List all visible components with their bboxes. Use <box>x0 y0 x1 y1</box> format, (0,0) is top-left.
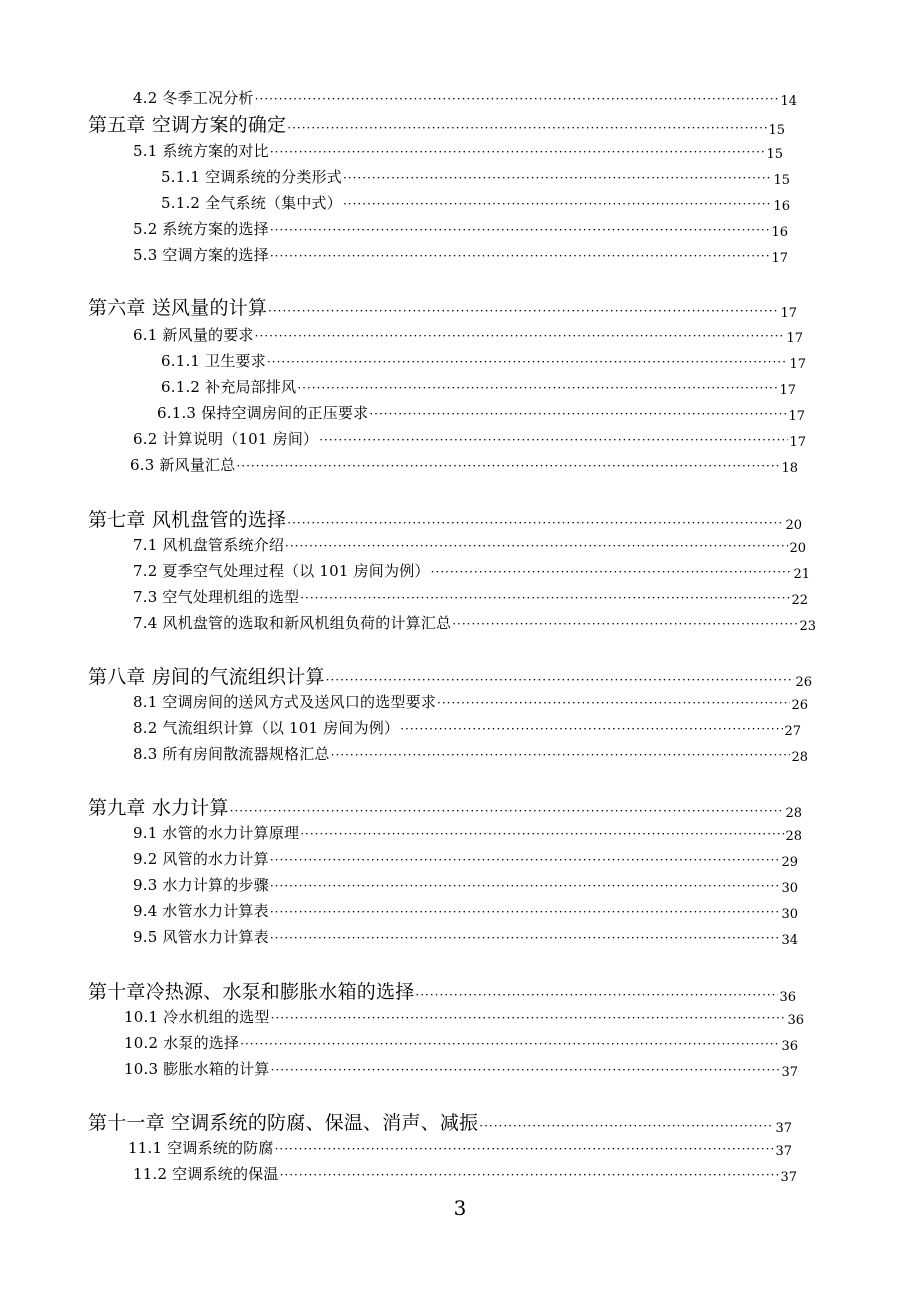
toc-entry-page: 22 <box>791 593 808 608</box>
toc-section-entry <box>133 86 797 108</box>
toc-entry-page: 20 <box>785 518 802 533</box>
toc-entry-title: 6.2 计算说明（101 房间） <box>133 430 319 448</box>
toc-leader-dots <box>285 540 788 552</box>
toc-section-entry <box>133 847 798 869</box>
toc-section-entry <box>161 375 796 397</box>
toc-section-entry <box>157 401 805 423</box>
toc-leader-dots <box>270 146 766 158</box>
toc-entry-title: 9.4 水管水力计算表 <box>133 902 269 920</box>
toc-leader-dots <box>240 1038 780 1050</box>
toc-section-entry <box>133 559 810 581</box>
toc-entry-page: 27 <box>784 724 801 739</box>
toc-entry-page: 37 <box>780 1170 797 1185</box>
toc-entry-title: 第八章 房间的气流组织计算 <box>88 666 325 688</box>
toc-entry-page: 15 <box>773 173 790 188</box>
toc-entry-page: 37 <box>781 1065 798 1080</box>
toc-leader-dots <box>270 854 781 866</box>
toc-leader-dots <box>300 828 784 840</box>
toc-leader-dots <box>270 224 771 236</box>
toc-leader-dots <box>236 460 780 472</box>
toc-section-entry <box>133 217 788 239</box>
toc-section-entry <box>133 533 806 555</box>
toc-leader-dots <box>431 566 793 578</box>
toc-entry-page: 34 <box>781 933 798 948</box>
toc-leader-dots <box>230 805 785 817</box>
toc-entry-title: 5.1.1 空调系统的分类形式 <box>161 168 342 186</box>
toc-entry-title: 9.5 风管水力计算表 <box>133 928 269 946</box>
toc-section-entry <box>133 873 798 895</box>
toc-entry-title: 5.2 系统方案的选择 <box>133 220 269 238</box>
toc-chapter-entry <box>88 294 797 320</box>
toc-entry-title: 6.1.2 补充局部排风 <box>161 378 297 396</box>
toc-leader-dots <box>331 749 791 761</box>
toc-entry-title: 10.2 水泵的选择 <box>124 1034 240 1052</box>
toc-leader-dots <box>343 198 773 210</box>
toc-leader-dots <box>452 618 798 630</box>
toc-entry-title: 9.1 水管的水力计算原理 <box>133 824 300 842</box>
toc-leader-dots <box>255 330 786 342</box>
toc-entry-title: 7.4 风机盘管的选取和新风机组负荷的计算汇总 <box>133 614 452 632</box>
toc-section-entry <box>133 585 808 607</box>
toc-entry-title: 8.1 空调房间的送风方式及送风口的选型要求 <box>133 693 437 711</box>
toc-entry-page: 15 <box>768 123 785 138</box>
toc-section-entry <box>133 611 816 633</box>
toc-entry-page: 16 <box>773 199 790 214</box>
toc-entry-title: 10.3 膨胀水箱的计算 <box>124 1060 270 1078</box>
toc-leader-dots <box>300 592 790 604</box>
toc-leader-dots <box>343 172 773 184</box>
toc-chapter-entry <box>88 1109 792 1135</box>
toc-section-entry <box>133 1162 797 1184</box>
toc-leader-dots <box>271 1064 781 1076</box>
toc-entry-title: 6.3 新风量汇总 <box>130 456 236 474</box>
toc-leader-dots <box>270 906 781 918</box>
toc-entry-title: 9.2 风管的水力计算 <box>133 850 269 868</box>
toc-leader-dots <box>270 880 781 892</box>
toc-entry-title: 7.3 空气处理机组的选型 <box>133 588 300 606</box>
toc-entry-title: 第九章 水力计算 <box>88 797 229 819</box>
toc-entry-title: 7.2 夏季空气处理过程（以 101 房间为例） <box>133 562 430 580</box>
toc-entry-title: 第六章 送风量的计算 <box>88 297 268 319</box>
toc-entry-page: 15 <box>766 147 783 162</box>
toc-leader-dots <box>287 122 767 134</box>
toc-entry-page: 26 <box>795 675 812 690</box>
toc-entry-title: 6.1 新风量的要求 <box>133 326 254 344</box>
toc-leader-dots <box>267 356 789 368</box>
toc-entry-page: 28 <box>785 829 802 844</box>
toc-entry-title: 9.3 水力计算的步骤 <box>133 876 269 894</box>
toc-entry-title: 11.1 空调系统的防腐 <box>128 1139 274 1157</box>
toc-chapter-entry <box>88 111 785 137</box>
toc-leader-dots <box>287 517 784 529</box>
toc-leader-dots <box>255 93 780 105</box>
toc-entry-page: 23 <box>799 619 816 634</box>
toc-entry-title: 5.1 系统方案的对比 <box>133 142 269 160</box>
toc-leader-dots <box>270 932 781 944</box>
toc-entry-page: 14 <box>780 94 797 109</box>
toc-section-entry <box>124 1057 798 1079</box>
toc-leader-dots <box>479 1120 774 1132</box>
toc-chapter-entry <box>88 978 796 1004</box>
toc-entry-page: 28 <box>785 806 802 821</box>
toc-entry-page: 21 <box>793 567 810 582</box>
toc-entry-page: 37 <box>775 1144 792 1159</box>
toc-entry-page: 30 <box>781 907 798 922</box>
toc-section-entry <box>161 191 790 213</box>
toc-entry-page: 18 <box>781 461 798 476</box>
toc-section-entry <box>133 821 802 843</box>
toc-section-entry <box>161 165 790 187</box>
toc-entry-page: 28 <box>791 750 808 765</box>
toc-section-entry <box>133 690 808 712</box>
toc-leader-dots <box>319 434 788 446</box>
toc-entry-title: 第十章冷热源、水泵和膨胀水箱的选择 <box>88 981 415 1003</box>
toc-leader-dots <box>297 382 778 394</box>
toc-section-entry <box>128 1136 792 1158</box>
toc-entry-title: 10.1 冷水机组的选型 <box>124 1008 270 1026</box>
toc-leader-dots <box>280 1169 780 1181</box>
toc-entry-title: 11.2 空调系统的保温 <box>133 1165 279 1183</box>
toc-entry-page: 36 <box>787 1013 804 1028</box>
toc-entry-title: 第七章 风机盘管的选择 <box>88 509 287 531</box>
toc-entry-title: 6.1.1 卫生要求 <box>161 352 266 370</box>
toc-section-entry <box>124 1031 798 1053</box>
toc-section-entry <box>133 323 803 345</box>
toc-section-entry <box>133 742 808 764</box>
toc-entry-title: 8.2 气流组织计算（以 101 房间为例） <box>133 719 400 737</box>
toc-entry-page: 17 <box>771 251 788 266</box>
toc-entry-page: 16 <box>771 225 788 240</box>
toc-entry-page: 29 <box>781 855 798 870</box>
toc-entry-title: 5.3 空调方案的选择 <box>133 246 269 264</box>
toc-leader-dots <box>268 305 779 317</box>
toc-chapter-entry <box>88 506 802 532</box>
toc-leader-dots <box>400 723 783 735</box>
toc-entry-title: 5.1.2 全气系统（集中式） <box>161 194 342 212</box>
toc-section-entry <box>133 925 798 947</box>
toc-leader-dots <box>437 697 790 709</box>
toc-leader-dots <box>271 1012 787 1024</box>
toc-section-entry <box>124 1005 804 1027</box>
toc-chapter-entry <box>88 794 802 820</box>
toc-entry-title: 第五章 空调方案的确定 <box>88 114 287 136</box>
toc-chapter-entry <box>88 663 812 689</box>
toc-section-entry <box>161 349 806 371</box>
toc-section-entry <box>133 243 788 265</box>
toc-entry-page: 17 <box>779 383 796 398</box>
toc-entry-page: 36 <box>781 1039 798 1054</box>
toc-leader-dots <box>275 1143 775 1155</box>
toc-entry-title: 4.2 冬季工况分析 <box>133 89 254 107</box>
toc-entry-title: 第十一章 空调系统的防腐、保温、消声、减振 <box>88 1112 479 1134</box>
toc-entry-page: 17 <box>789 435 806 450</box>
toc-section-entry <box>133 716 801 738</box>
toc-entry-page: 37 <box>775 1121 792 1136</box>
toc-leader-dots <box>270 250 771 262</box>
toc-leader-dots <box>326 674 795 686</box>
toc-entry-page: 20 <box>789 541 806 556</box>
toc-section-entry <box>130 453 798 475</box>
toc-entry-page: 36 <box>779 990 796 1005</box>
toc-entry-page: 17 <box>788 409 805 424</box>
toc-entry-page: 17 <box>789 357 806 372</box>
toc-entry-page: 26 <box>791 698 808 713</box>
toc-leader-dots <box>369 408 787 420</box>
toc-section-entry <box>133 139 783 161</box>
toc-leader-dots <box>415 989 778 1001</box>
toc-entry-title: 7.1 风机盘管系统介绍 <box>133 536 285 554</box>
toc-entry-page: 17 <box>786 331 803 346</box>
toc-entry-title: 8.3 所有房间散流器规格汇总 <box>133 745 330 763</box>
toc-entry-page: 17 <box>780 306 797 321</box>
toc-entry-title: 6.1.3 保持空调房间的正压要求 <box>157 404 369 422</box>
toc-entry-page: 30 <box>781 881 798 896</box>
page-number: 3 <box>453 1196 467 1220</box>
toc-section-entry <box>133 899 798 921</box>
toc-section-entry <box>133 427 806 449</box>
